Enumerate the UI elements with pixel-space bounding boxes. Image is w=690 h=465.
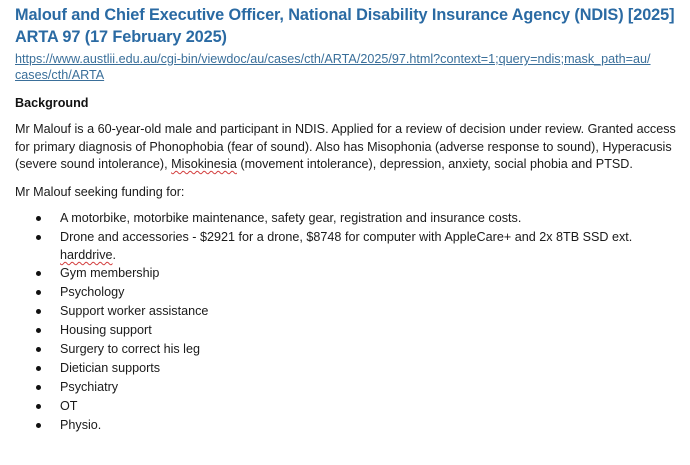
bullet-icon: [36, 366, 41, 371]
case-title: Malouf and Chief Executive Officer, National Disability Insurance Agency (NDIS) [2025] ARTA 97 (17 February 2025): [15, 6, 675, 46]
list-item-text: Dietician supports: [60, 361, 161, 375]
list-item-text: Housing support: [60, 323, 152, 337]
drone-text-part2: .: [112, 248, 117, 262]
list-item: [15, 209, 687, 228]
list-item: [15, 340, 687, 359]
list-item: [15, 264, 687, 283]
spellcheck-flagged-word[interactable]: Misokinesia: [171, 157, 237, 171]
list-item: [15, 302, 687, 321]
bullet-icon: [36, 328, 41, 333]
bullet-icon: [36, 309, 41, 314]
bullet-icon: [36, 423, 41, 428]
list-item-text: Physio.: [60, 418, 102, 432]
source-link[interactable]: https://www.austlii.edu.au/cgi-bin/viewdoc/au/cases/cth/ARTA/2025/97.html?context=1;query=ndis;mask_path=au/cases/cth/ARTA: [15, 52, 651, 82]
background-text-part1: Mr Malouf is a 60-year-old male and participant in NDIS. Applied for a review of decision under review. Granted access for primary diagnosis of Phonophobia (fear of sound). Also has Misophonia (adverse response to sound), Hyperacusis (severe sound intolerance),: [15, 122, 676, 171]
list-item: [15, 397, 687, 416]
bullet-icon: [36, 290, 41, 295]
document-page: [15, 4, 687, 435]
drone-text-part1: Drone and accessories - $2921 for a drone, $8748 for computer with AppleCare+ and 2x 8TB SSD ext.: [60, 230, 633, 244]
bullet-icon: [36, 216, 41, 221]
list-item-text: Support worker assistance: [60, 304, 209, 318]
list-item: [15, 359, 687, 378]
list-item: [15, 283, 687, 302]
spellcheck-flagged-word[interactable]: harddrive: [60, 248, 113, 262]
bullet-icon: [36, 385, 41, 390]
list-item: [15, 378, 687, 397]
funding-list: [15, 209, 687, 435]
bullet-icon: [36, 404, 41, 409]
funding-intro: Mr Malouf seeking funding for:: [15, 184, 185, 199]
background-text-part2: (movement intolerance), depression, anxiety, social phobia and PTSD.: [236, 157, 633, 171]
list-item-text: Psychology: [60, 285, 125, 299]
list-item-text: A motorbike, motorbike maintenance, safety gear, registration and insurance costs.: [60, 211, 522, 225]
bullet-icon: [36, 271, 41, 276]
list-item: [15, 416, 687, 435]
list-item-text: Surgery to correct his leg: [60, 342, 200, 356]
bullet-icon: [36, 347, 41, 352]
bullet-icon: [36, 235, 41, 240]
list-item-text: OT: [60, 399, 78, 413]
list-item-text: Psychiatry: [60, 380, 119, 394]
list-item: [15, 228, 687, 264]
background-heading: Background: [15, 96, 89, 110]
list-item-text: Gym membership: [60, 266, 160, 280]
list-item: [15, 321, 687, 340]
background-paragraph: [15, 121, 687, 174]
